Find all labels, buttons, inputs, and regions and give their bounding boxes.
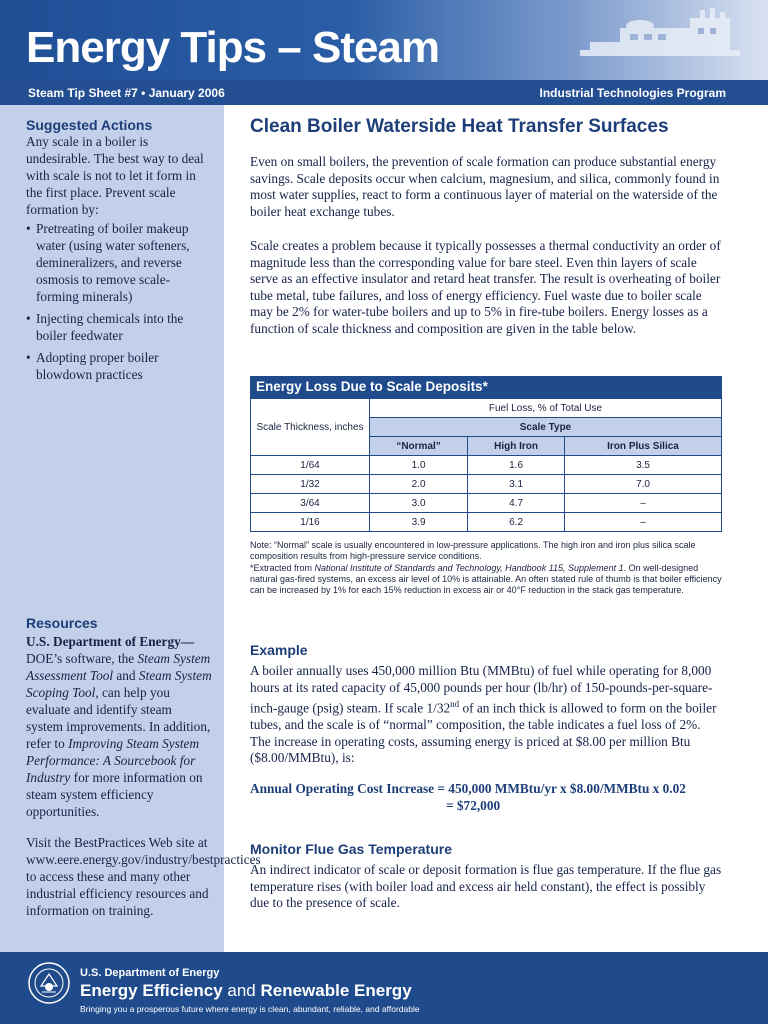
table-cell: 1/16 <box>251 513 370 532</box>
table-column-header: Iron Plus Silica <box>565 437 722 456</box>
eere-part: Energy Efficiency <box>80 981 223 1000</box>
example-text-part: of an inch thick is allowed to form on the boiler tubes, and the scale is of “normal” composition, the table indicates a fuel loss of 2%. The increase in operating costs, assuming energy is priced at $8.00 per million Btu ($8.00/MMBtu), is: <box>250 700 717 766</box>
cost-result: = $72,000 <box>446 798 501 813</box>
energy-loss-table <box>250 398 722 532</box>
table-column-header: “Normal” <box>370 437 468 456</box>
factory-illustration-icon <box>580 8 750 68</box>
footer-tagline: Bringing you a prosperous future where energy is clean, abundant, reliable, and affordable <box>80 1004 420 1014</box>
resources-text-part: can help you evaluate and identify steam system improvements. In addition, refer to <box>26 685 211 751</box>
table-cell: 7.0 <box>565 475 722 494</box>
table-cell: – <box>565 513 722 532</box>
page-footer <box>0 952 768 1024</box>
table-row <box>251 475 722 494</box>
table-cell: 3.1 <box>468 475 565 494</box>
sourcebook-title: Improving Steam System Performance: A Sourcebook for Industry <box>26 736 200 785</box>
table-row <box>251 456 722 475</box>
monitor-heading: Monitor Flue Gas Temperature <box>250 841 452 857</box>
table-row <box>251 513 722 532</box>
doe-seal-icon <box>28 962 70 1004</box>
example-paragraph <box>250 663 724 767</box>
table-cell: – <box>565 494 722 513</box>
sidebar <box>0 105 261 952</box>
table-row <box>251 399 722 418</box>
table-cell: 2.0 <box>370 475 468 494</box>
table-cell: 3.5 <box>565 456 722 475</box>
list-item: • Injecting chemicals into the boiler feedwater <box>26 310 212 344</box>
table-title: Energy Loss Due to Scale Deposits* <box>250 376 722 398</box>
table-cell: 1.0 <box>370 456 468 475</box>
table-cell: 3.0 <box>370 494 468 513</box>
scale-problem-paragraph: Scale creates a problem because it typically possesses a thermal conductivity an order of magnitude less than the corresponding value for bare steel. Even thin layers of scale serve as an effective insulator and retard heat transfer. The result is overheating of boiler tube metal, tube failures, and loss of energy efficiency. Fuel waste due to boiler scale may be 2% for water-tube boilers and up to 5% in fire-tube boilers. Energy losses as a function of scale thickness and composition are given in the table below. <box>250 238 721 336</box>
table-cell: 3/64 <box>251 494 370 513</box>
footnote-part: *Extracted from <box>250 562 315 573</box>
table-row-header: Scale Thickness, inches <box>251 399 370 456</box>
resources-section <box>26 615 261 919</box>
doe-label: U.S. Department of Energy— <box>26 634 195 649</box>
cost-formula: Annual Operating Cost Increase = 450,000 MMBtu/yr x $8.00/MMBtu x 0.02 <box>250 781 686 796</box>
main-content <box>250 116 724 138</box>
footer-eere <box>80 981 412 1001</box>
monitor-paragraph: An indirect indicator of scale or deposit formation is flue gas temperature. If the flue gas temperature rises (with boiler load and excess air held constant), the effect is possibly due to the presence of scale. <box>250 862 722 911</box>
list-item: • Adopting proper boiler blowdown practices <box>26 349 212 383</box>
page-title: Energy Tips – Steam <box>26 23 440 72</box>
eere-part: Renewable Energy <box>260 981 412 1000</box>
resources-text-part: for more information on steam system efficiency opportunities. <box>26 770 203 819</box>
table-cell: 6.2 <box>468 513 565 532</box>
table-cell: 1/32 <box>251 475 370 494</box>
resources-text-part: DOE’s software, the <box>26 651 138 666</box>
article-title: Clean Boiler Waterside Heat Transfer Surfaces <box>250 116 669 137</box>
intro-paragraph: Even on small boilers, the prevention of scale formation can produce substantial energy savings. Scale deposits occur when calcium, magnesium, and silica, commonly found in most water supplies, react to form a continuous layer of material on the waterside of the boiler heat exchange tubes. <box>250 154 720 219</box>
table-row <box>251 494 722 513</box>
suggested-actions-section <box>26 117 212 388</box>
table-cell: 1.6 <box>468 456 565 475</box>
example-heading: Example <box>250 642 308 658</box>
footnote-part: . On well-designed natural gas-fired systems, an excess air level of 10% is attainable. An often stated rule of thumb is that boiler efficiency can be increased by 1% for each 15% reduction in excess air or 40°F reduction in the stack gas temperature. <box>250 562 722 596</box>
page-header <box>0 0 768 105</box>
table-type-header: Scale Type <box>370 418 722 437</box>
suggested-actions-heading: Suggested Actions <box>26 117 153 133</box>
footnote-source: National Institute of Standards and Technology, Handbook 115, Supplement 1 <box>314 562 624 573</box>
program-name: Industrial Technologies Program <box>539 86 726 100</box>
suggested-actions-list <box>26 220 212 383</box>
bestpractices-text: Visit the BestPractices Web site at www.eere.energy.gov/industry/bestpractices to access these and many other industrial efficiency resources and information on training. <box>26 835 261 918</box>
table-cell: 4.7 <box>468 494 565 513</box>
resources-text <box>26 633 212 820</box>
ordinal-suffix: nd <box>450 699 460 710</box>
eere-and: and <box>222 981 261 1000</box>
table-note: Note: “Normal” scale is usually encountered in low-pressure applications. The high iron and iron plus silica scale composition results from high-pressure service conditions. <box>250 540 696 562</box>
table-group-header: Fuel Loss, % of Total Use <box>370 399 722 418</box>
resources-heading: Resources <box>26 615 98 631</box>
energy-loss-table-box <box>250 376 722 532</box>
table-cell: 3.9 <box>370 513 468 532</box>
tool-name: Steam System Scoping Tool, <box>26 668 212 700</box>
table-notes <box>250 540 724 596</box>
list-item: • Pretreating of boiler makeup water (using water softeners, demineralizers, and reverse osmosis to remove scale-forming minerals) <box>26 220 212 305</box>
resources-text-part: and <box>113 668 139 683</box>
example-text-part: A boiler annually uses 450,000 million Btu (MMBtu) of fuel while operating for 8,000 hours at its rated capacity of 45,000 pounds per hour (lb/hr) of 150-pounds-per-square-inch-gauge (psig) steam. If scale 1/32 <box>250 663 713 716</box>
tool-name: Steam System Assessment Tool <box>26 651 211 683</box>
table-footnote <box>250 563 724 597</box>
suggested-actions-intro: Any scale in a boiler is undesirable. The best way to deal with scale is not to let it form in the first place. Prevent scale formation by: <box>26 134 204 217</box>
tip-sheet-id: Steam Tip Sheet #7 • January 2006 <box>28 86 225 100</box>
table-cell: 1/64 <box>251 456 370 475</box>
footer-doe: U.S. Department of Energy <box>80 967 220 979</box>
table-column-header: High Iron <box>468 437 565 456</box>
